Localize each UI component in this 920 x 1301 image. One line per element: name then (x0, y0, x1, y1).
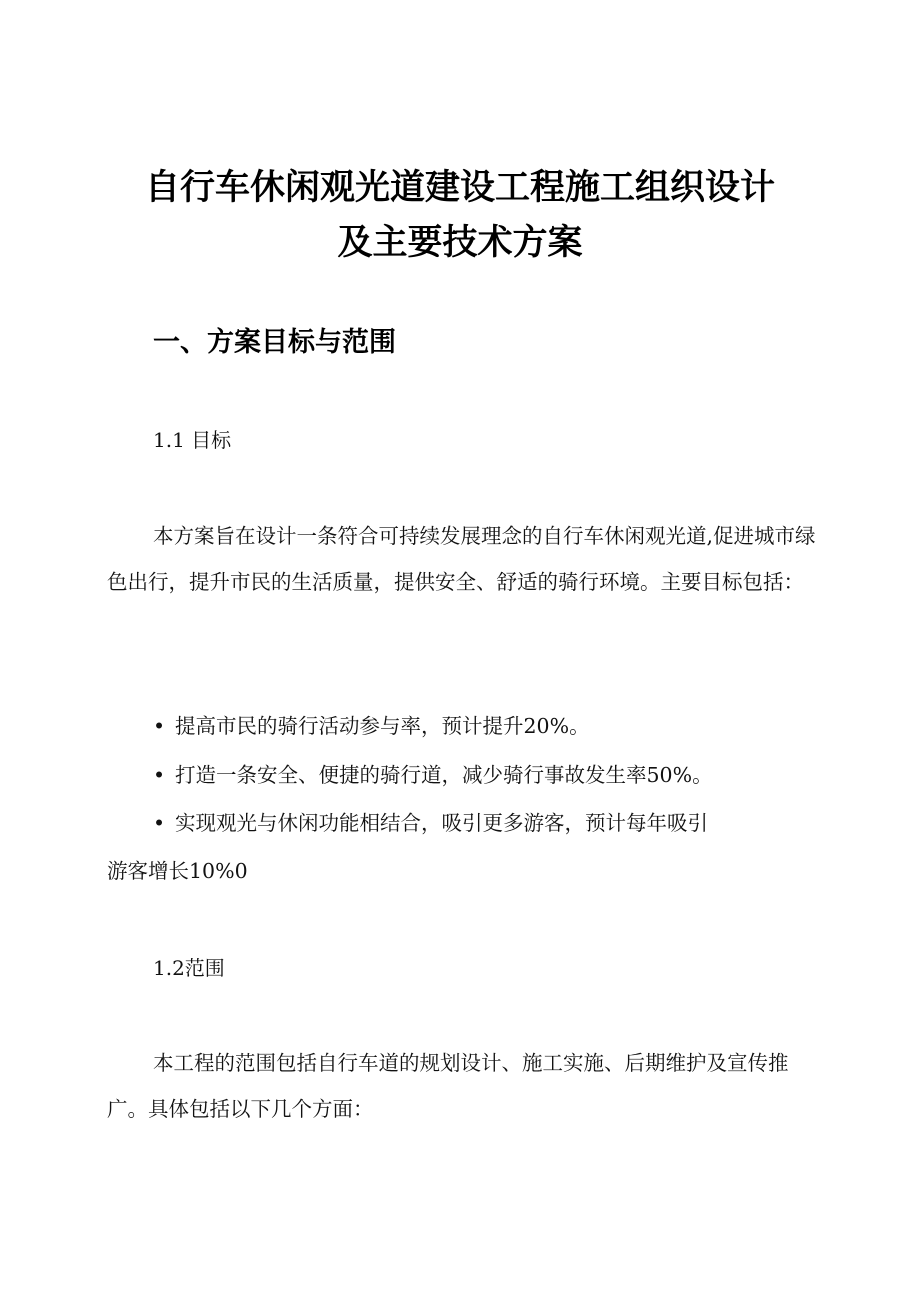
goal-bullet-text: 实现观光与休闲功能相结合，吸引更多游客，预计每年吸引 (175, 811, 708, 835)
document-title-line1: 自行车休闲观光道建设工程施工组织设计 (144, 168, 775, 208)
bullet-icon: • (153, 811, 166, 835)
goal-bullet-text: 提高市民的骑行活动参与率，预计提升20%。 (175, 714, 590, 738)
bullet-icon: • (153, 714, 166, 738)
scope-paragraph: 本工程的范围包括自行车道的规划设计、施工实施、后期维护及宣传推广。具体包括以下几个方面： (107, 1051, 789, 1121)
document-title-line2: 及主要技术方案 (337, 223, 583, 263)
goal-bullet-item (153, 805, 708, 841)
subsection-heading-scope: 1.2范围 (153, 956, 225, 980)
goal-bullet-text: 打造一条安全、便捷的骑行道，减少骑行事故发生率50%。 (175, 763, 713, 787)
bullet-icon: • (153, 763, 166, 787)
goal-bullet-continuation: 游客增长10%0 (107, 859, 248, 883)
goal-bullet-item (153, 757, 713, 793)
goal-bullet-item (153, 708, 590, 744)
subsection-heading-goals: 1.1 目标 (153, 428, 232, 452)
section-heading: 一、方案目标与范围 (153, 327, 396, 358)
goals-paragraph: 本方案旨在设计一条符合可持续发展理念的自行车休闲观光道,促进城市绿色出行，提升市民的生活质量，提供安全、舒适的骑行环境。主要目标包括： (107, 524, 816, 594)
